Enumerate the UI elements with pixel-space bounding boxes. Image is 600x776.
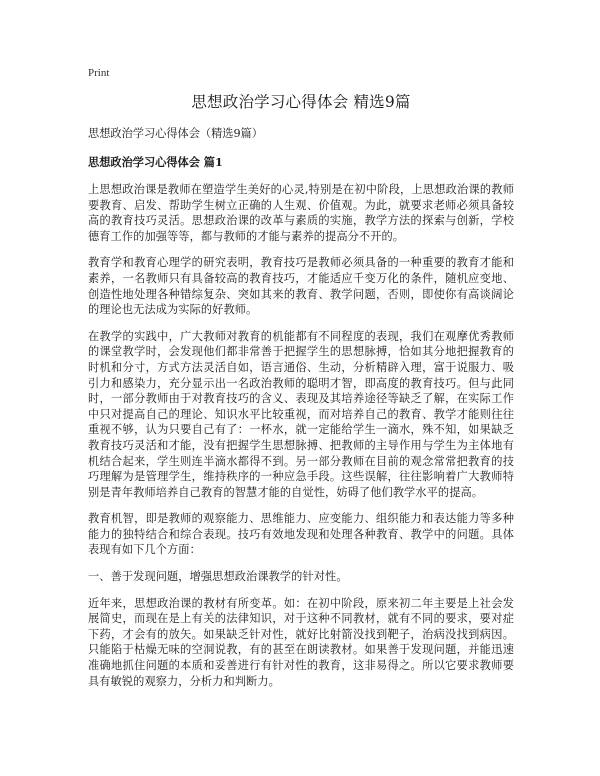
paragraph: 教育学和教育心理学的研究表明，教育技巧是教师必须具备的一种重要的教育才能和素养，一名教师只有具备较高的教育技巧，才能适应千变万化的条件，随机应变地、创造性地处理各种错综复杂、突如其来的教育、教学问题，否则，即使你有高谈阔论的理论也无法成为实际的好教师。: [88, 256, 514, 317]
section-heading: 思想政治学习心得体会 篇1: [88, 155, 223, 169]
document-title: 思想政治学习心得体会 精选9篇: [191, 93, 411, 111]
paragraph: 上思想政治课是教师在塑造学生美好的心灵,特别是在初中阶段，上思想政治课的教师要教育、启发、帮助学生树立正确的人生观、价值观。为此，就要求老师必须具备较高的教育技巧灵活。思想政治课的改革与素质的实施，教学方法的探索与创新，学校德育工作的加强等等，都与教师的才能与素养的提高分不开的。: [88, 183, 514, 243]
document-subtitle: 思想政治学习心得体会（精选9篇）: [88, 127, 263, 140]
print-link[interactable]: Print: [88, 67, 110, 79]
document-page: [88, 66, 514, 700]
paragraph: 教育机智，即是教师的观察能力、思维能力、应变能力、组织能力和表达能力等多种能力的独特结合和综合表现。技巧有效地发现和处理各种教育、教学中的问题。具体表现有如下几个方面：: [88, 512, 514, 557]
paragraph: 在教学的实践中，广大教师对教育的机能都有不同程度的表现，我们在观摩优秀教师的课堂教学时，会发现他们都非常善于把握学生的思想脉搏，恰如其分地把握教育的时机和分寸，方式方法灵活自如，语言通俗、生动，分析精辟入理，富于说服力、吸引力和感染力，充分显示出一名政治教师的聪明才智，即高度的教育技巧。但与此同时，一部分教师由于对教育技巧的含义、表现及其培养途径等缺乏了解，在实际工作中只对提高自己的理论、知识水平比较重视，而对培养自己的教育、教学才能则往往重视不够，认为只要自己有了：一杯水，就一定能给学生一滴水，殊不知，如果缺乏教育技巧灵活和才能，没有把握学生思想脉搏、把教师的主导作用与学生为主体地有机结合起来，学生则连半滴水都得不到。另一部分教师在目前的观念常常把教育的技巧理解为是管理学生，维持秩序的一种应急手段。这些误解，往往影响着广大教师特别是青年教师培养自己教育的智慧才能的自觉性，妨碍了他们教学水平的提高。: [88, 329, 514, 499]
paragraph: 一、善于发现问题，增强思想政治课教学的针对性。: [88, 570, 348, 584]
paragraph: 近年来，思想政治课的教材有所变革。如：在初中阶段，原来初二年主要是上社会发展简史，而现在是上有关的法律知识，对于这种不同教材，就有不同的要求，要对症下药，才会有的放矢。如果缺乏针对性，就好比射箭没找到靶子，治病没找到病因。只能陷于枯燥无味的空洞说教，有的甚至在朗读教材。如果善于发现问题，并能迅速准确地抓住问题的本质和妥善进行有针对性的教育，这非易得之。所以它要求教师要具有敏锐的观察力，分析力和判断力。: [88, 596, 514, 688]
